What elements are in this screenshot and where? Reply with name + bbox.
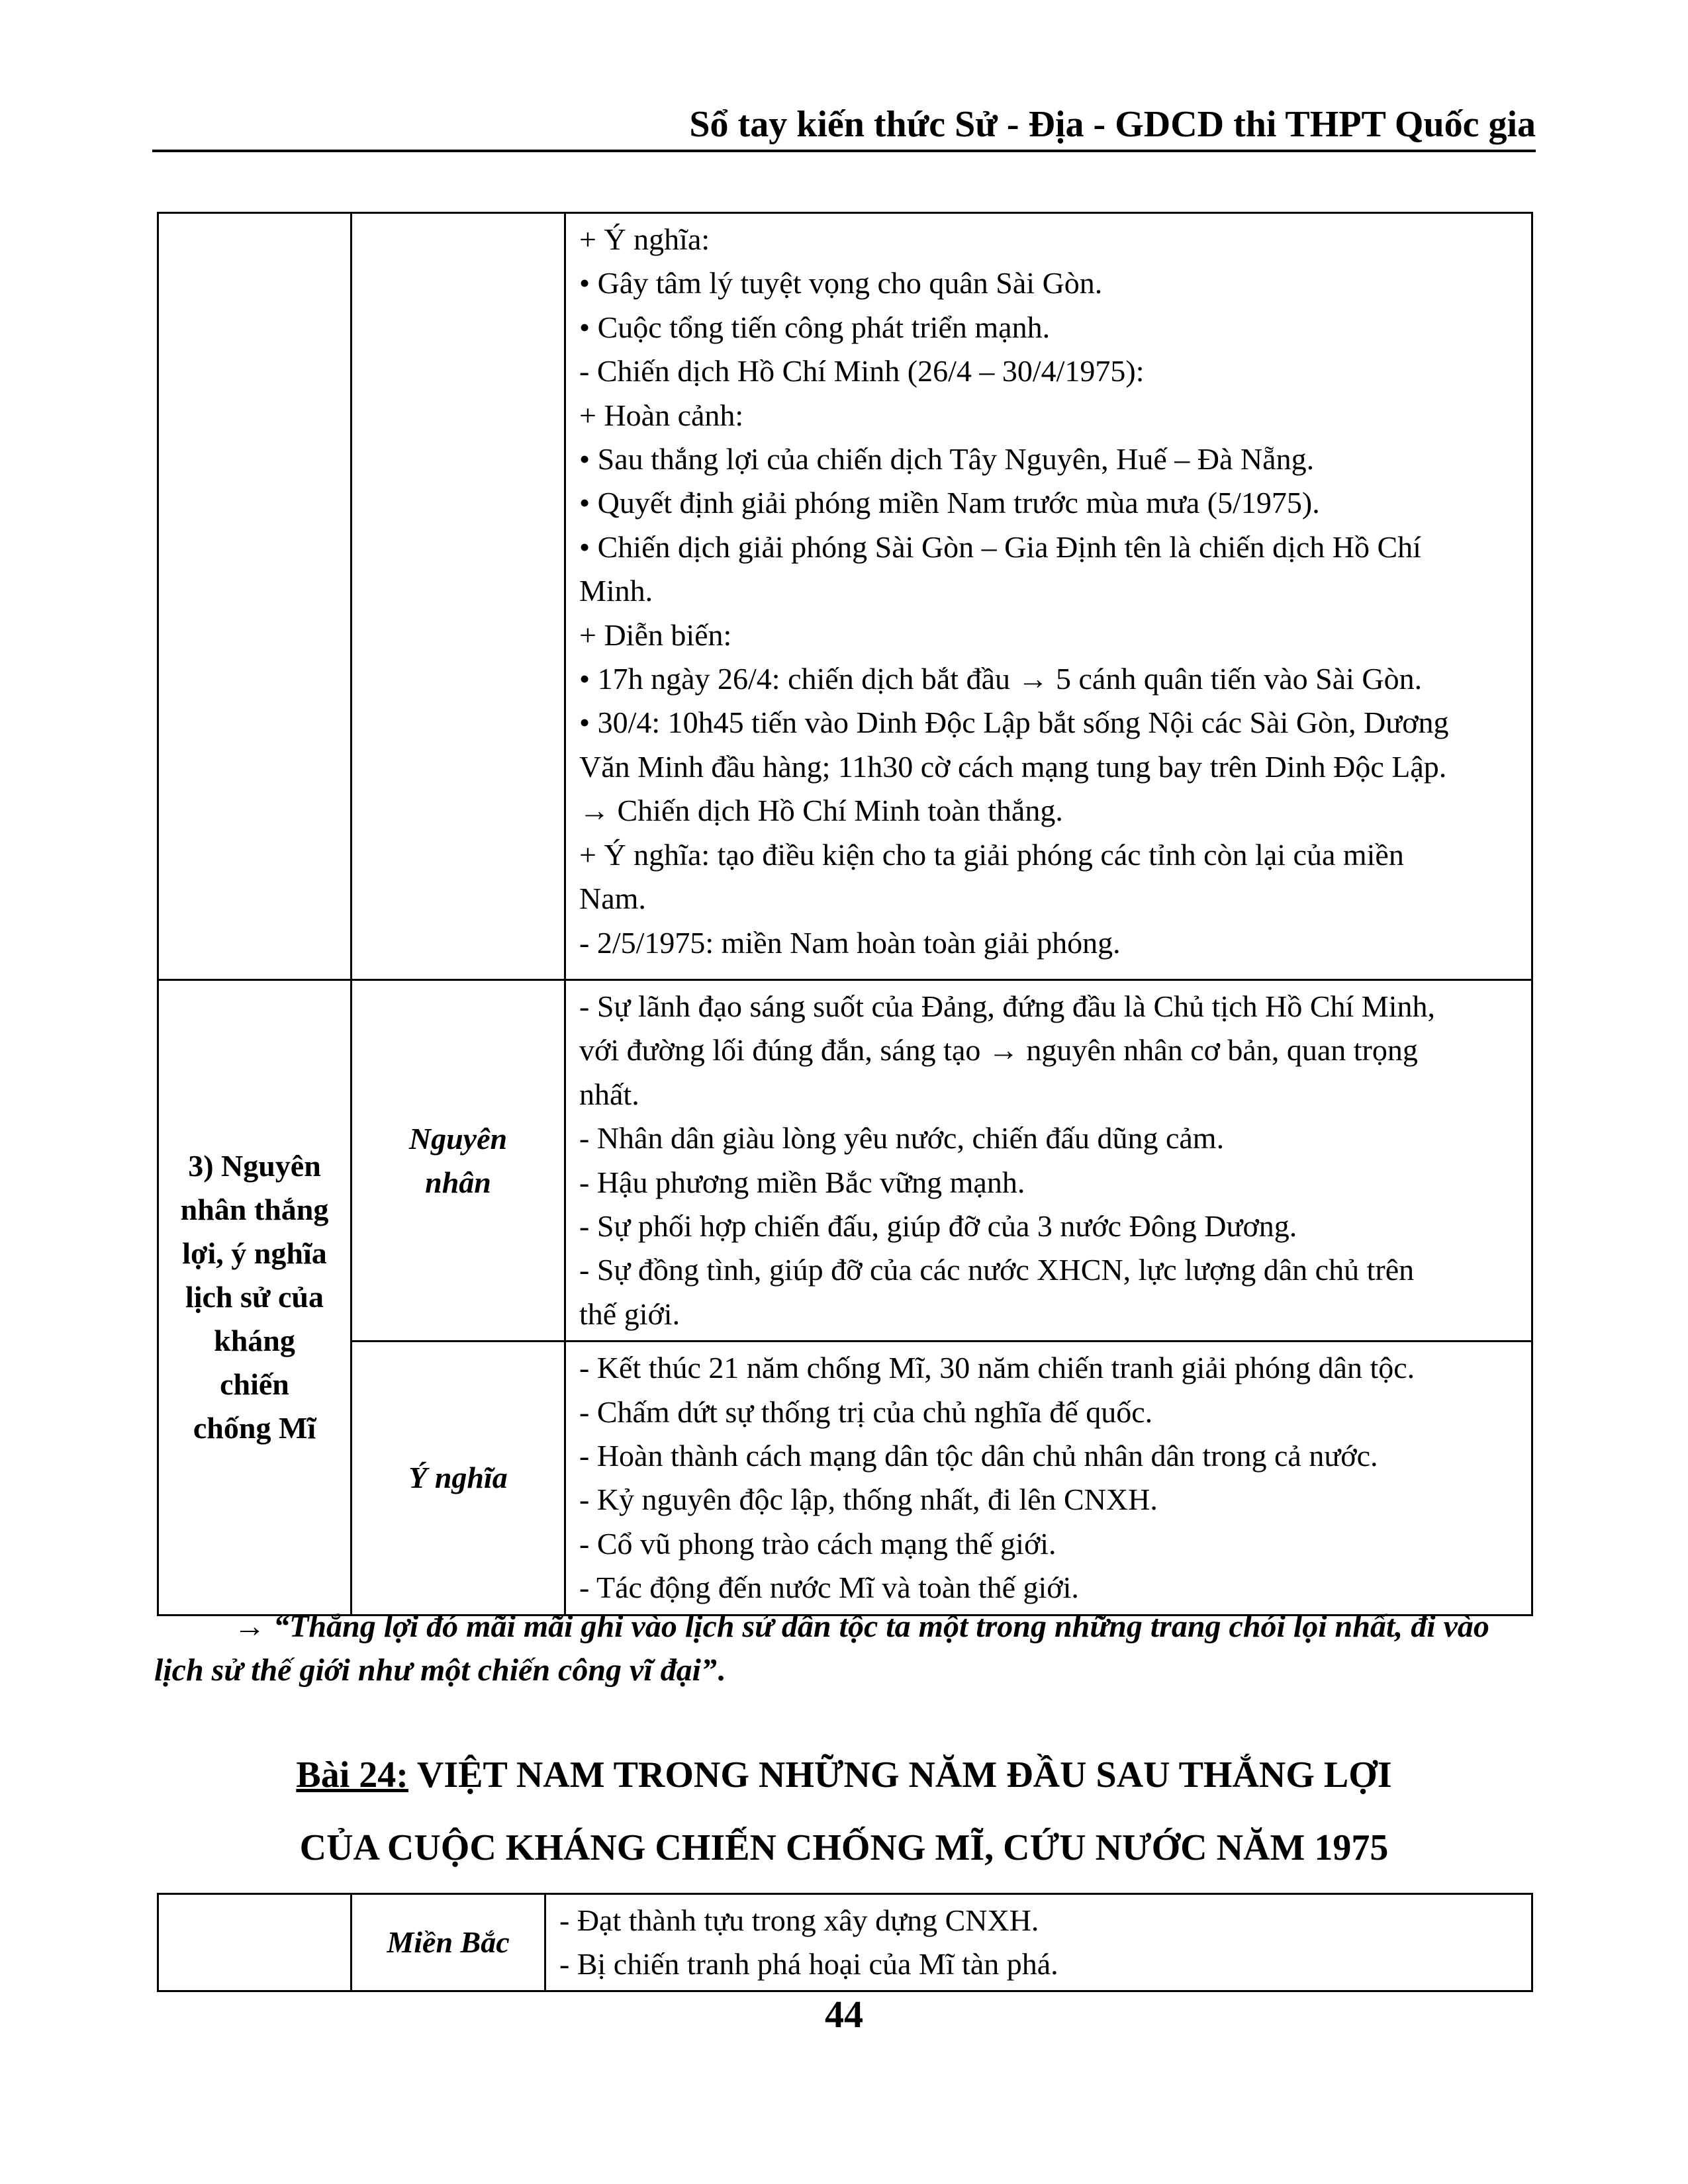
text-line: → Chiến dịch Hồ Chí Minh toàn thắng. bbox=[579, 794, 1063, 828]
text-line: nhất. bbox=[579, 1077, 639, 1111]
title-line: kháng bbox=[214, 1324, 295, 1358]
content-lines bbox=[566, 214, 1531, 969]
text-line: • Quyết định giải phóng miền Nam trước mùa mưa (5/1975). bbox=[579, 486, 1320, 520]
table-row bbox=[158, 213, 1532, 980]
empty-cell bbox=[352, 213, 565, 980]
text-line: - Kỷ nguyên độc lập, thống nhất, đi lên CNXH. bbox=[579, 1482, 1158, 1517]
text-line: • Cuộc tổng tiến công phát triển mạnh. bbox=[579, 310, 1051, 344]
causes-label bbox=[352, 980, 565, 1342]
text-line: - Bị chiến tranh phá hoại của Mĩ tàn phá. bbox=[559, 1947, 1058, 1981]
text-line: • 17h ngày 26/4: chiến dịch bắt đầu → 5 cánh quân tiến vào Sài Gòn. bbox=[579, 662, 1423, 696]
text-line: Minh. bbox=[579, 574, 653, 608]
section-title-lines bbox=[168, 1144, 341, 1450]
quote-end: . bbox=[717, 1653, 726, 1688]
text-line: + Ý nghĩa: bbox=[579, 222, 710, 256]
text-line: - Chấm dứt sự thống trị của chủ nghĩa đế quốc. bbox=[579, 1394, 1153, 1429]
label-line: nhân bbox=[425, 1165, 491, 1199]
text-line: thế giới. bbox=[579, 1297, 680, 1331]
lesson-table bbox=[157, 1893, 1533, 1992]
text-line: + Ý nghĩa: tạo điều kiện cho ta giải phóng các tỉnh còn lại của miền bbox=[579, 837, 1404, 872]
text-line: Văn Minh đầu hàng; 11h30 cờ cách mạng tung bay trên Dinh Độc Lập. bbox=[579, 749, 1447, 784]
text-line: - Kết thúc 21 năm chống Mĩ, 30 năm chiến tranh giải phóng dân tộc. bbox=[579, 1351, 1415, 1385]
text-line: - Đạt thành tựu trong xây dựng CNXH. bbox=[559, 1903, 1039, 1937]
text-line: - Tác động đến nước Mĩ và toàn thế giới. bbox=[579, 1570, 1079, 1605]
text-line: • Chiến dịch giải phóng Sài Gòn – Gia Định tên là chiến dịch Hồ Chí bbox=[579, 529, 1421, 564]
page-number: 44 bbox=[825, 1993, 863, 2036]
meaning-lines bbox=[566, 1342, 1531, 1614]
history-table bbox=[157, 212, 1533, 1616]
text-line: - Chiến dịch Hồ Chí Minh (26/4 – 30/4/1975): bbox=[579, 354, 1145, 388]
title-line: 3) Nguyên bbox=[188, 1149, 321, 1183]
north-lines bbox=[546, 1895, 1531, 1990]
meaning-cell bbox=[565, 1342, 1532, 1615]
table-row bbox=[158, 1894, 1532, 1991]
text-line: • Gây tâm lý tuyệt vọng cho quân Sài Gòn. bbox=[579, 266, 1103, 300]
text-line: Nam. bbox=[579, 882, 646, 916]
label-line: Nguyên bbox=[408, 1121, 508, 1156]
text-line: - 2/5/1975: miền Nam hoàn toàn giải phóng. bbox=[579, 925, 1121, 960]
empty-cell bbox=[158, 1894, 352, 1991]
lesson-heading-line-1 bbox=[152, 1754, 1536, 1796]
north-cell bbox=[545, 1894, 1532, 1991]
title-line: chiến bbox=[220, 1367, 289, 1402]
text-line: - Hoàn thành cách mạng dân tộc dân chủ nhân dân trong cả nước. bbox=[579, 1439, 1378, 1473]
table-row bbox=[158, 1342, 1532, 1615]
north-label-text: Miền Bắc bbox=[387, 1925, 510, 1959]
text-line: - Cổ vũ phong trào cách mạng thế giới. bbox=[579, 1526, 1056, 1561]
text-line: + Hoàn cảnh: bbox=[579, 398, 744, 432]
header-title: Sổ tay kiến thức Sử - Địa - GDCD thi THPT Quốc gia bbox=[689, 104, 1536, 145]
meaning-label bbox=[352, 1342, 565, 1615]
title-line: lịch sử của bbox=[185, 1280, 324, 1314]
causes-cell bbox=[565, 980, 1532, 1342]
title-line: nhân thắng bbox=[180, 1193, 329, 1227]
causes-label-lines bbox=[361, 1117, 555, 1205]
text-line: • Sau thắng lợi của chiến dịch Tây Nguyên, Huế – Đà Nẵng. bbox=[579, 442, 1315, 477]
text-line: với đường lối đúng đắn, sáng tạo → nguyên nhân cơ bản, quan trọng bbox=[579, 1033, 1418, 1068]
title-line: chống Mĩ bbox=[193, 1411, 316, 1445]
lesson-heading-line-2 bbox=[152, 1827, 1536, 1869]
text-line: - Hậu phương miền Bắc vững mạnh. bbox=[579, 1165, 1025, 1199]
text-line: • 30/4: 10h45 tiến vào Dinh Độc Lập bắt sống Nội các Sài Gòn, Dương bbox=[579, 705, 1449, 740]
text-line: - Sự lãnh đạo sáng suốt của Đảng, đứng đầu là Chủ tịch Hồ Chí Minh, bbox=[579, 989, 1435, 1023]
text-line: - Sự phối hợp chiến đấu, giúp đỡ của 3 nước Đông Dương. bbox=[579, 1209, 1297, 1244]
text-line: - Sự đồng tình, giúp đỡ của các nước XHCN, lực lượng dân chủ trên bbox=[579, 1253, 1415, 1287]
causes-lines bbox=[566, 981, 1531, 1340]
north-label bbox=[352, 1894, 545, 1991]
text-line: + Diễn biến: bbox=[579, 617, 732, 652]
table-row bbox=[158, 980, 1532, 1342]
text-line: - Nhân dân giàu lòng yêu nước, chiến đấu dũng cảm. bbox=[579, 1121, 1225, 1156]
lesson-title-1: VIỆT NAM TRONG NHỮNG NĂM ĐẦU SAU THẮNG LỢI bbox=[408, 1754, 1392, 1796]
lesson-title-2: CỦA CUỘC KHÁNG CHIẾN CHỐNG MĨ, CỨU NƯỚC NĂM 1975 bbox=[299, 1827, 1389, 1868]
quote-text: → “Thắng lợi đó mãi mãi ghi vào lịch sử dân tộc ta một trong những trang chói lọi nhất, đi vào lịch sử thế giới như một chiến công vĩ đại” bbox=[154, 1609, 1489, 1688]
quote-paragraph bbox=[154, 1605, 1534, 1692]
content-cell bbox=[565, 213, 1532, 980]
running-header bbox=[152, 98, 1536, 152]
lesson-label: Bài 24: bbox=[296, 1754, 408, 1796]
title-line: lợi, ý nghĩa bbox=[182, 1236, 327, 1271]
section-3-title bbox=[158, 980, 352, 1615]
meaning-label-text: Ý nghĩa bbox=[408, 1461, 508, 1495]
empty-cell bbox=[158, 213, 352, 980]
